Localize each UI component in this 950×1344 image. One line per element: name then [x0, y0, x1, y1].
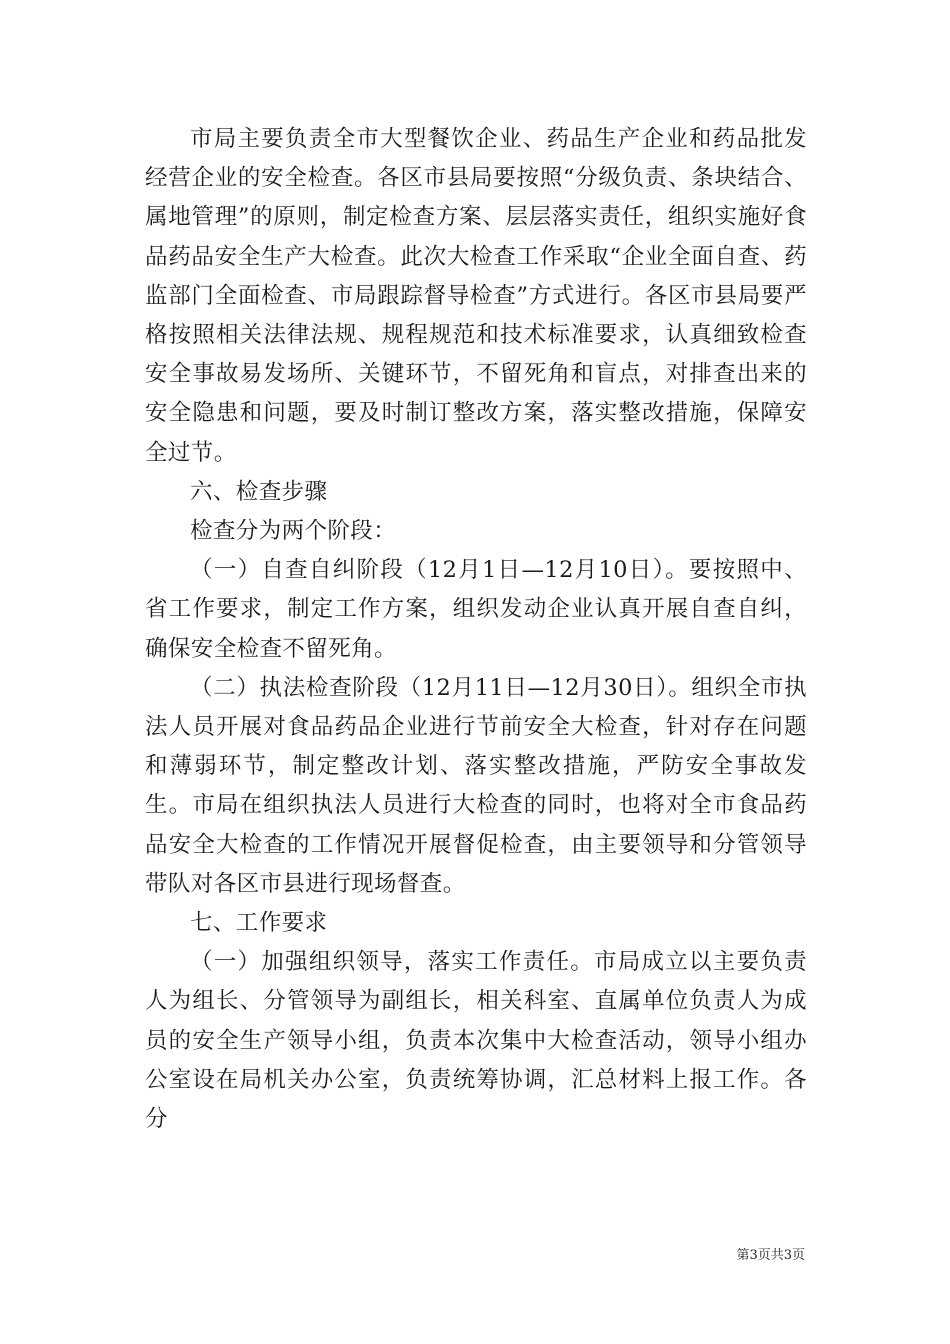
heading-work-requirements: 七、工作要求	[190, 910, 328, 937]
heading-inspection-steps: 六、检查步骤	[190, 478, 328, 505]
paragraph-enforcement-stage: （二）执法检查阶段（12月11日—12月30日）。组织全市执法人员开展对食品药品企业进行节前安全大检查，针对存在问题和薄弱环节，制定整改计划、落实整改措施，严防安全事故发生。市局在组织执法人员进行大检查的同时，也将对全市食品药品安全大检查的工作情况开展督促检查，由主要领导和分管领导带队对各区市县进行现场督查。	[145, 674, 807, 897]
document-body	[145, 120, 807, 1139]
paragraph-inspection-duties: 市局主要负责全市大型餐饮企业、药品生产企业和药品批发经营企业的安全检查。各区市县局要按照“分级负责、条块结合、属地管理”的原则，制定检查方案、层层落实责任，组织实施好食品药品安全生产大检查。此次大检查工作采取“企业全面自查、药监部门全面检查、市局跟踪督导检查”方式进行。各区市县局要严格按照相关法律法规、规程规范和技术标准要求，认真细致检查安全事故易发场所、关键环节，不留死角和盲点，对排查出来的安全隐患和问题，要及时制订整改方案，落实整改措施，保障安全过节。	[145, 126, 807, 466]
paragraph-self-inspection-stage: （一）自查自纠阶段（12月1日—12月10日）。要按照中、省工作要求，制定工作方案，组织发动企业认真开展自查自纠，确保安全检查不留死角。	[145, 557, 807, 662]
paragraph-organizational-leadership: （一）加强组织领导，落实工作责任。市局成立以主要负责人为组长、分管领导为副组长，相关科室、直属单位负责人为成员的安全生产领导小组，负责本次集中大检查活动，领导小组办公室设在局机关办公室，负责统筹协调，汇总材料上报工作。各分	[145, 949, 807, 1133]
page-number: 第3页共3页	[736, 1248, 805, 1263]
paragraph-two-stages: 检查分为两个阶段：	[190, 518, 397, 545]
